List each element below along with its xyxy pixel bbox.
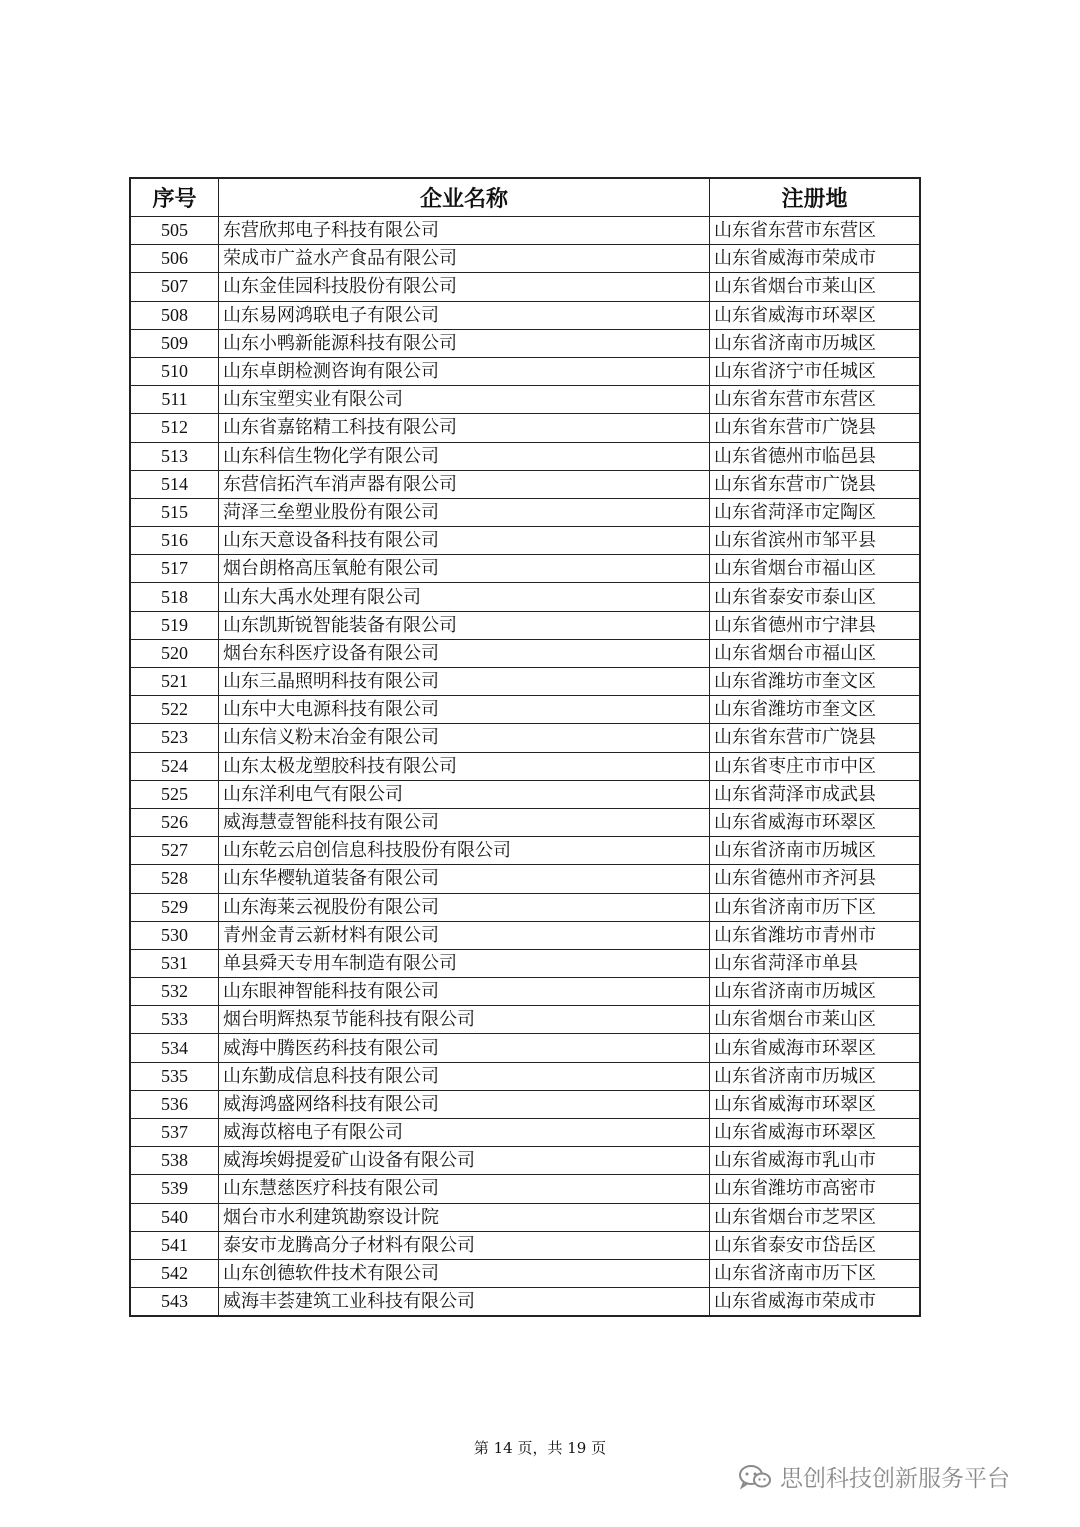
cell-serial-number: 532: [130, 978, 219, 1006]
cell-registered-location: 山东省济南市历城区: [710, 978, 921, 1006]
cell-company-name: 山东科信生物化学有限公司: [219, 442, 710, 470]
cell-registered-location: 山东省威海市乳山市: [710, 1147, 921, 1175]
cell-registered-location: 山东省东营市东营区: [710, 386, 921, 414]
table-row: [130, 668, 920, 696]
table-row: [130, 357, 920, 385]
cell-serial-number: 524: [130, 752, 219, 780]
cell-company-name: 山东眼神智能科技有限公司: [219, 978, 710, 1006]
cell-serial-number: 541: [130, 1231, 219, 1259]
cell-registered-location: 山东省济南市历城区: [710, 1062, 921, 1090]
table-row: [130, 414, 920, 442]
cell-registered-location: 山东省威海市环翠区: [710, 808, 921, 836]
cell-company-name: 山东省嘉铭精工科技有限公司: [219, 414, 710, 442]
cell-company-name: 泰安市龙腾高分子材料有限公司: [219, 1231, 710, 1259]
cell-company-name: 山东信义粉末冶金有限公司: [219, 724, 710, 752]
cell-registered-location: 山东省德州市齐河县: [710, 865, 921, 893]
cell-registered-location: 山东省潍坊市高密市: [710, 1175, 921, 1203]
table-row: [130, 921, 920, 949]
table-row: [130, 245, 920, 273]
cell-registered-location: 山东省烟台市福山区: [710, 639, 921, 667]
cell-company-name: 烟台朗格高压氧舱有限公司: [219, 555, 710, 583]
cell-serial-number: 510: [130, 357, 219, 385]
cell-serial-number: 521: [130, 668, 219, 696]
cell-registered-location: 山东省枣庄市市中区: [710, 752, 921, 780]
table-row: [130, 1231, 920, 1259]
cell-serial-number: 539: [130, 1175, 219, 1203]
cell-company-name: 山东金佳园科技股份有限公司: [219, 273, 710, 301]
company-table: [129, 177, 921, 1317]
cell-serial-number: 530: [130, 921, 219, 949]
table-row: [130, 1034, 920, 1062]
cell-registered-location: 山东省泰安市岱岳区: [710, 1231, 921, 1259]
cell-company-name: 威海鸿盛网络科技有限公司: [219, 1090, 710, 1118]
cell-serial-number: 517: [130, 555, 219, 583]
cell-serial-number: 514: [130, 470, 219, 498]
cell-company-name: 菏泽三垒塑业股份有限公司: [219, 498, 710, 526]
wechat-icon: [738, 1464, 772, 1490]
table-body: [130, 217, 920, 1317]
company-table-container: [129, 177, 915, 1317]
cell-serial-number: 518: [130, 583, 219, 611]
table-row: [130, 527, 920, 555]
cell-registered-location: 山东省菏泽市定陶区: [710, 498, 921, 526]
cell-company-name: 山东乾云启创信息科技股份有限公司: [219, 837, 710, 865]
cell-serial-number: 516: [130, 527, 219, 555]
cell-serial-number: 509: [130, 329, 219, 357]
table-row: [130, 329, 920, 357]
cell-registered-location: 山东省济宁市任城区: [710, 357, 921, 385]
cell-registered-location: 山东省济南市历下区: [710, 1259, 921, 1287]
cell-serial-number: 535: [130, 1062, 219, 1090]
cell-company-name: 烟台市水利建筑勘察设计院: [219, 1203, 710, 1231]
table-row: [130, 893, 920, 921]
cell-company-name: 单县舜天专用车制造有限公司: [219, 949, 710, 977]
cell-serial-number: 512: [130, 414, 219, 442]
header-company-name: 企业名称: [219, 178, 710, 217]
cell-registered-location: 山东省东营市东营区: [710, 217, 921, 245]
cell-serial-number: 508: [130, 301, 219, 329]
cell-serial-number: 531: [130, 949, 219, 977]
table-row: [130, 865, 920, 893]
table-row: [130, 1147, 920, 1175]
cell-serial-number: 534: [130, 1034, 219, 1062]
cell-serial-number: 522: [130, 696, 219, 724]
cell-serial-number: 511: [130, 386, 219, 414]
cell-company-name: 山东洋利电气有限公司: [219, 780, 710, 808]
table-row: [130, 1090, 920, 1118]
cell-registered-location: 山东省威海市环翠区: [710, 1119, 921, 1147]
cell-company-name: 烟台东科医疗设备有限公司: [219, 639, 710, 667]
cell-serial-number: 529: [130, 893, 219, 921]
table-row: [130, 217, 920, 245]
cell-company-name: 山东凯斯锐智能装备有限公司: [219, 611, 710, 639]
table-row: [130, 752, 920, 780]
cell-registered-location: 山东省东营市广饶县: [710, 724, 921, 752]
cell-registered-location: 山东省潍坊市奎文区: [710, 696, 921, 724]
table-row: [130, 978, 920, 1006]
table-row: [130, 1175, 920, 1203]
table-row: [130, 1062, 920, 1090]
cell-registered-location: 山东省威海市环翠区: [710, 1034, 921, 1062]
cell-serial-number: 537: [130, 1119, 219, 1147]
cell-company-name: 青州金青云新材料有限公司: [219, 921, 710, 949]
cell-registered-location: 山东省济南市历下区: [710, 893, 921, 921]
cell-serial-number: 523: [130, 724, 219, 752]
cell-registered-location: 山东省威海市环翠区: [710, 1090, 921, 1118]
cell-serial-number: 543: [130, 1288, 219, 1317]
table-row: [130, 639, 920, 667]
cell-company-name: 山东中大电源科技有限公司: [219, 696, 710, 724]
cell-serial-number: 533: [130, 1006, 219, 1034]
table-row: [130, 555, 920, 583]
cell-registered-location: 山东省济南市历城区: [710, 837, 921, 865]
table-row: [130, 1119, 920, 1147]
cell-company-name: 烟台明辉热泵节能科技有限公司: [219, 1006, 710, 1034]
cell-company-name: 山东卓朗检测咨询有限公司: [219, 357, 710, 385]
cell-company-name: 山东天意设备科技有限公司: [219, 527, 710, 555]
cell-serial-number: 505: [130, 217, 219, 245]
table-row: [130, 949, 920, 977]
table-row: [130, 837, 920, 865]
cell-company-name: 山东慧慈医疗科技有限公司: [219, 1175, 710, 1203]
cell-company-name: 山东海莱云视股份有限公司: [219, 893, 710, 921]
cell-serial-number: 527: [130, 837, 219, 865]
cell-registered-location: 山东省潍坊市青州市: [710, 921, 921, 949]
cell-company-name: 威海丰荟建筑工业科技有限公司: [219, 1288, 710, 1317]
cell-registered-location: 山东省泰安市泰山区: [710, 583, 921, 611]
cell-registered-location: 山东省菏泽市单县: [710, 949, 921, 977]
cell-company-name: 山东三晶照明科技有限公司: [219, 668, 710, 696]
table-row: [130, 780, 920, 808]
table-row: [130, 808, 920, 836]
cell-registered-location: 山东省济南市历城区: [710, 329, 921, 357]
cell-registered-location: 山东省烟台市莱山区: [710, 273, 921, 301]
table-row: [130, 1203, 920, 1231]
table-row: [130, 724, 920, 752]
table-row: [130, 1259, 920, 1287]
cell-company-name: 荣成市广益水产食品有限公司: [219, 245, 710, 273]
cell-company-name: 山东勤成信息科技有限公司: [219, 1062, 710, 1090]
cell-company-name: 山东小鸭新能源科技有限公司: [219, 329, 710, 357]
cell-serial-number: 515: [130, 498, 219, 526]
cell-registered-location: 山东省威海市荣成市: [710, 245, 921, 273]
cell-registered-location: 山东省德州市临邑县: [710, 442, 921, 470]
cell-registered-location: 山东省东营市广饶县: [710, 414, 921, 442]
cell-registered-location: 山东省潍坊市奎文区: [710, 668, 921, 696]
cell-registered-location: 山东省威海市环翠区: [710, 301, 921, 329]
table-row: [130, 273, 920, 301]
watermark-text: 思创科技创新服务平台: [780, 1466, 1010, 1492]
cell-serial-number: 536: [130, 1090, 219, 1118]
cell-company-name: 威海苡榕电子有限公司: [219, 1119, 710, 1147]
cell-registered-location: 山东省滨州市邹平县: [710, 527, 921, 555]
cell-serial-number: 528: [130, 865, 219, 893]
cell-registered-location: 山东省烟台市莱山区: [710, 1006, 921, 1034]
cell-serial-number: 507: [130, 273, 219, 301]
table-row: [130, 611, 920, 639]
cell-company-name: 威海中腾医药科技有限公司: [219, 1034, 710, 1062]
table-header-row: [130, 178, 920, 217]
cell-company-name: 山东华樱轨道装备有限公司: [219, 865, 710, 893]
cell-registered-location: 山东省菏泽市成武县: [710, 780, 921, 808]
table-row: [130, 301, 920, 329]
header-registered-location: 注册地: [710, 178, 921, 217]
cell-company-name: 威海埃姆提爱矿山设备有限公司: [219, 1147, 710, 1175]
cell-registered-location: 山东省烟台市福山区: [710, 555, 921, 583]
cell-company-name: 山东大禹水处理有限公司: [219, 583, 710, 611]
cell-serial-number: 519: [130, 611, 219, 639]
cell-serial-number: 520: [130, 639, 219, 667]
table-row: [130, 386, 920, 414]
table-row: [130, 583, 920, 611]
cell-company-name: 山东宝塑实业有限公司: [219, 386, 710, 414]
cell-registered-location: 山东省烟台市芝罘区: [710, 1203, 921, 1231]
cell-serial-number: 542: [130, 1259, 219, 1287]
watermark: [738, 1460, 1010, 1493]
table-row: [130, 1288, 920, 1317]
cell-serial-number: 525: [130, 780, 219, 808]
cell-serial-number: 538: [130, 1147, 219, 1175]
table-row: [130, 1006, 920, 1034]
cell-company-name: 威海慧壹智能科技有限公司: [219, 808, 710, 836]
cell-serial-number: 513: [130, 442, 219, 470]
cell-company-name: 东营欣邦电子科技有限公司: [219, 217, 710, 245]
cell-company-name: 山东创德软件技术有限公司: [219, 1259, 710, 1287]
table-row: [130, 470, 920, 498]
cell-company-name: 山东易网鸿联电子有限公司: [219, 301, 710, 329]
cell-registered-location: 山东省威海市荣成市: [710, 1288, 921, 1317]
page-number: 第 14 页，共 19 页: [473, 1439, 607, 1457]
cell-serial-number: 540: [130, 1203, 219, 1231]
cell-company-name: 山东太极龙塑胶科技有限公司: [219, 752, 710, 780]
cell-serial-number: 506: [130, 245, 219, 273]
cell-registered-location: 山东省东营市广饶县: [710, 470, 921, 498]
table-row: [130, 696, 920, 724]
header-serial-number: 序号: [130, 178, 219, 217]
cell-serial-number: 526: [130, 808, 219, 836]
cell-company-name: 东营信拓汽车消声器有限公司: [219, 470, 710, 498]
table-row: [130, 442, 920, 470]
cell-registered-location: 山东省德州市宁津县: [710, 611, 921, 639]
table-row: [130, 498, 920, 526]
